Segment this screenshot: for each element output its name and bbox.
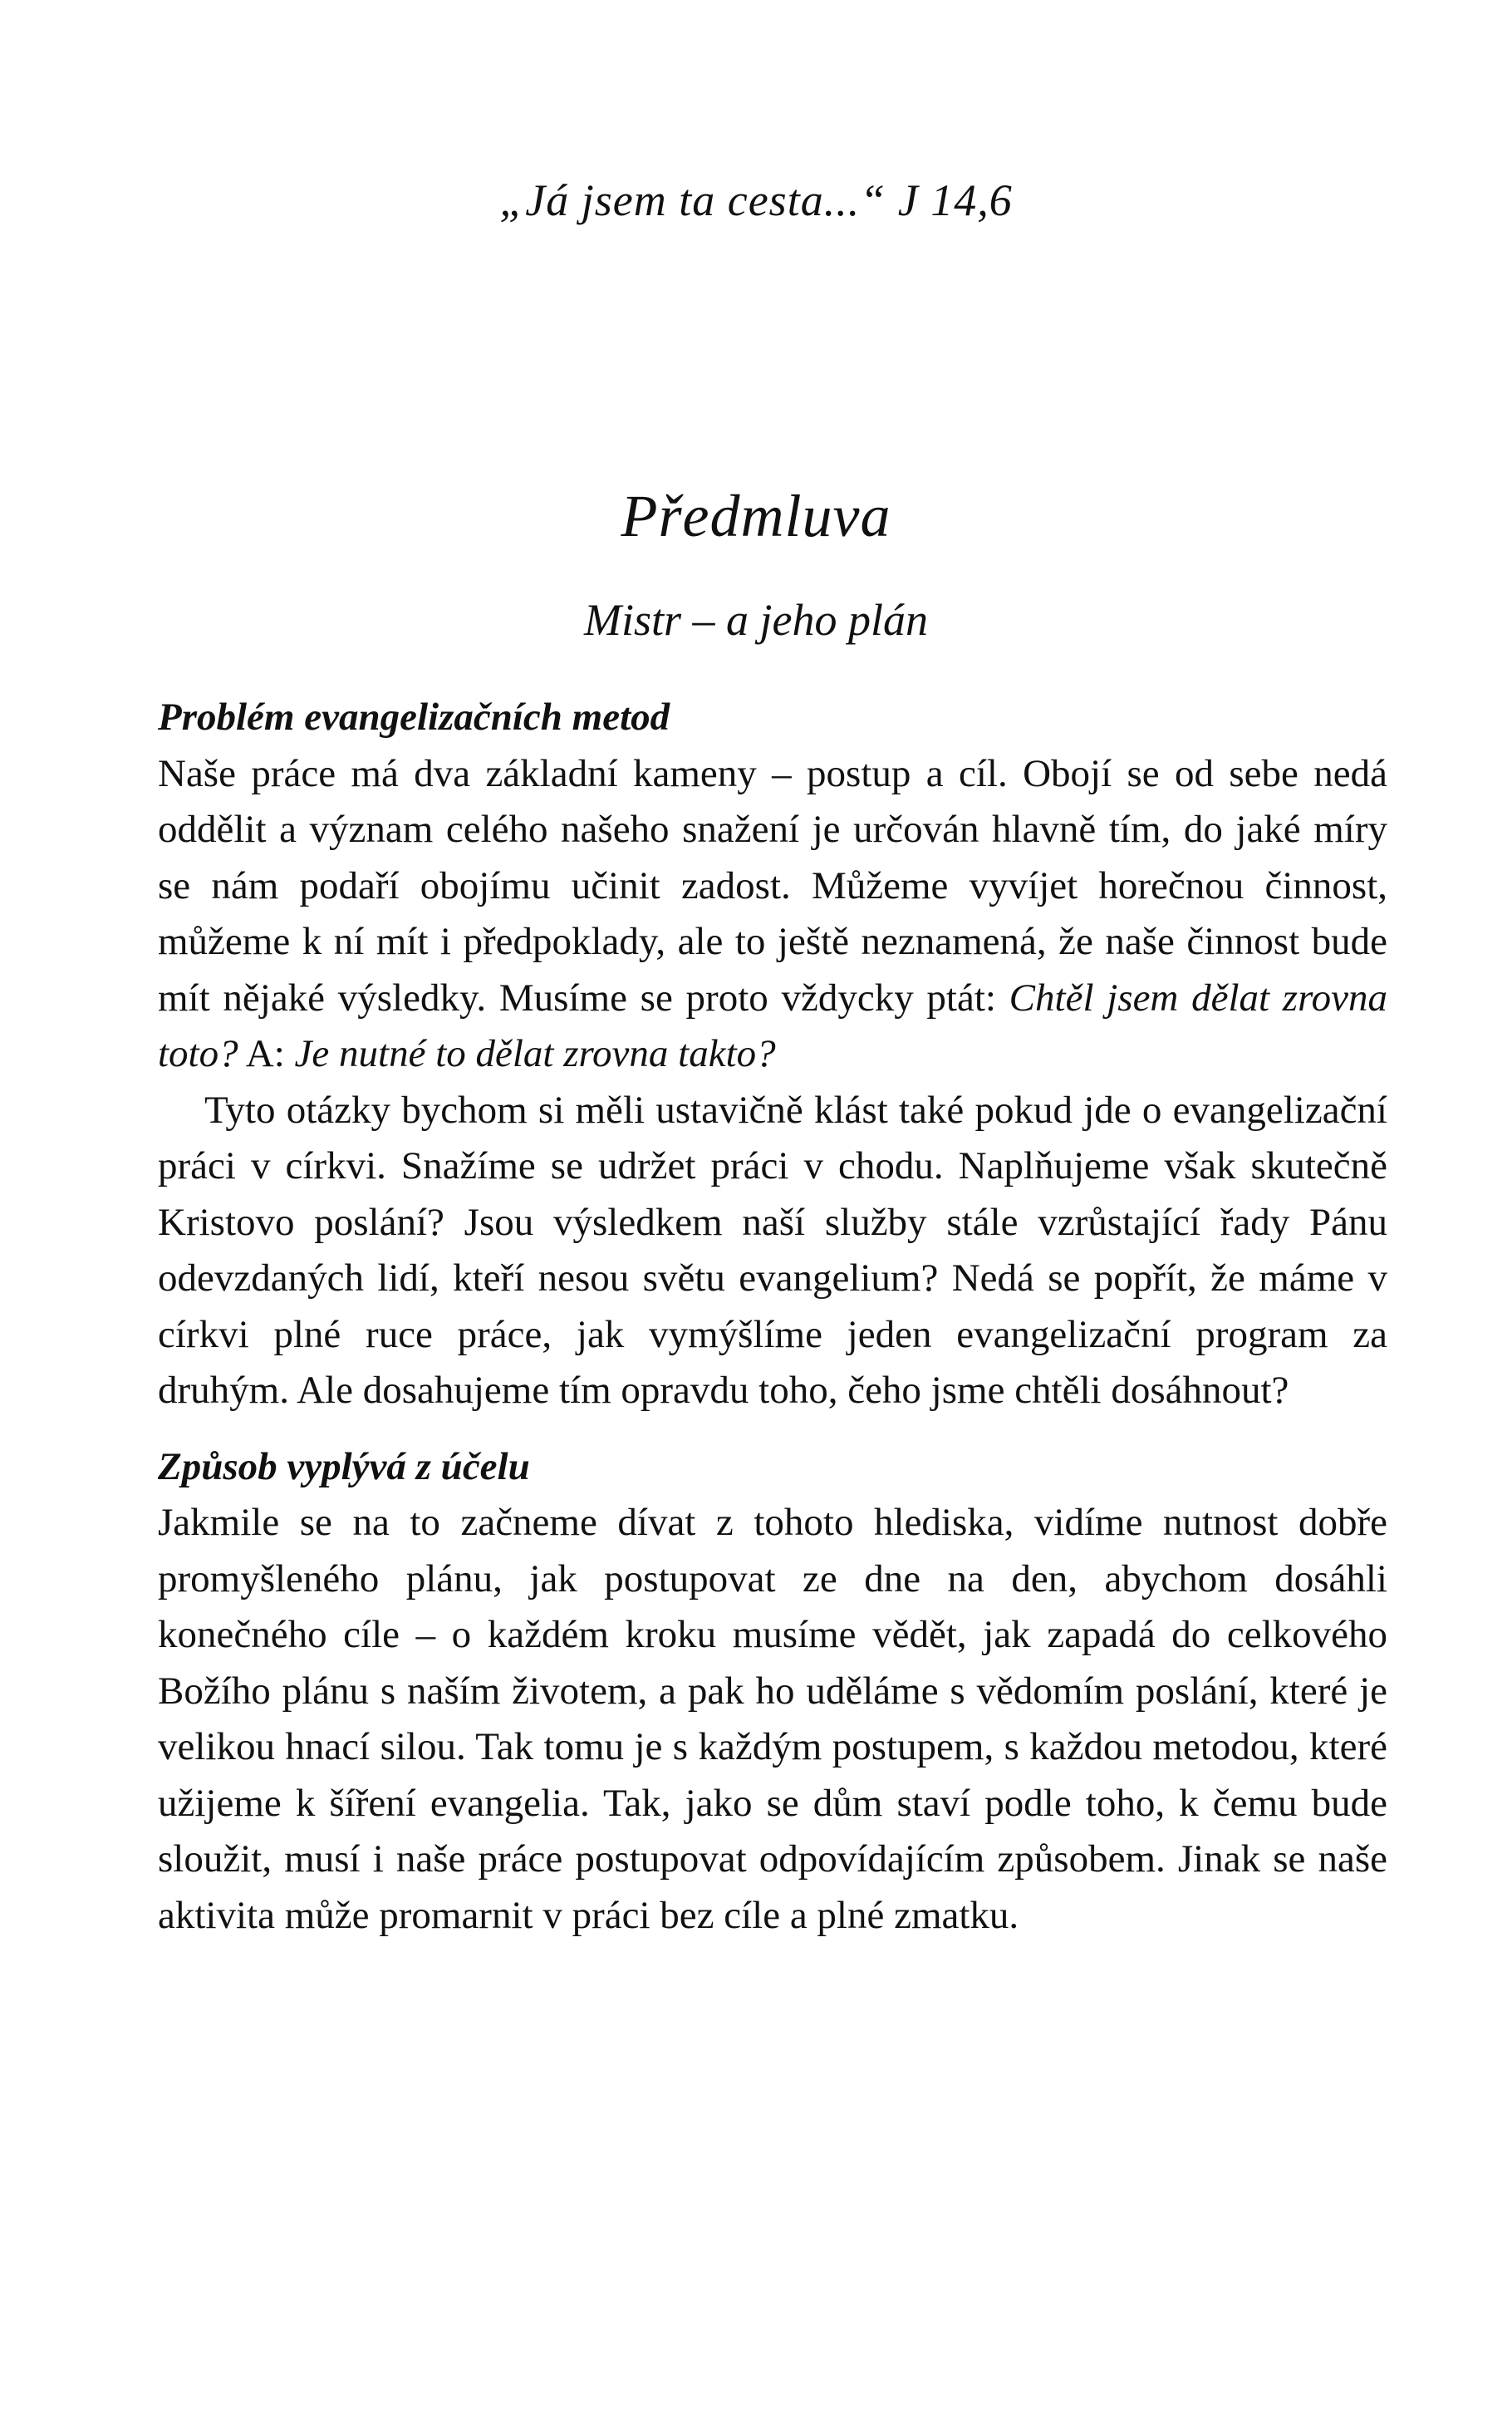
paragraph: Tyto otázky bychom si měli ustavičně klást také pokud jde o evangelizační práci v církvi. Snažíme se udržet práci v chodu. Naplňujeme však skutečně Kristovo poslání? Jsou výsledkem naší služby stále vzrůstající řady Pánu odevzdaných lidí, kteří nesou světu evangelium? Nedá se popřít, že máme v církvi plné ruce práce, jak vymýšlíme jeden evangelizační program za druhým. Ale dosahujeme tím opravdu toho, čeho jsme chtěli dosáhnout? <box>158 1088 1387 1412</box>
chapter-title: Předmluva <box>621 483 891 549</box>
body-text <box>158 690 1387 1944</box>
italic-question: Je nutné to dělat zrovna takto? <box>294 1032 776 1075</box>
paragraph: Jakmile se na to začneme dívat z tohoto hlediska, vidíme nutnost dobře promyšleného plánu, jak postupovat ze dne na den, abychom dosáhli konečného cíle – o každém kroku musíme vědět, jak zapadá do celkového Božího plánu s naším životem, a pak ho uděláme s vědomím poslání, které je velikou hnací silou. Tak tomu je s každým postupem, s každou metodou, které užijeme k šíření evangelia. Tak, jako se dům staví podle toho, k čemu bude sloužit, musí i naše práce postupovat odpovídajícím způsobem. Jinak se naše aktivita může promarnit v práci bez cíle a plné zmatku. <box>158 1501 1387 1937</box>
epigraph: „Já jsem ta cesta...“ J 14,6 <box>499 175 1013 225</box>
section-heading: Problém evangelizačních metod <box>158 696 670 739</box>
paragraph-text: Naše práce má dva základní kameny – postup a cíl. Obojí se od sebe nedá oddělit a význam celého našeho snažení je určován hlavně tím, do jaké míry se nám podaří obojímu učinit zadost. Můžeme vyvíjet horečnou činnost, můžeme k ní mít i předpoklady, ale to ještě neznamená, že naše činnost bude mít nějaké výsledky. Musíme se proto vždycky ptát: <box>158 751 1387 1020</box>
paragraph-text: A: <box>238 1032 295 1075</box>
section-heading: Způsob vyplývá z účelu <box>158 1444 530 1488</box>
chapter-subtitle: Mistr – a jeho plán <box>584 595 928 645</box>
italic-question: Chtěl jsem dělat zrovna toto? <box>158 976 1387 1075</box>
paragraph <box>158 746 1387 1083</box>
